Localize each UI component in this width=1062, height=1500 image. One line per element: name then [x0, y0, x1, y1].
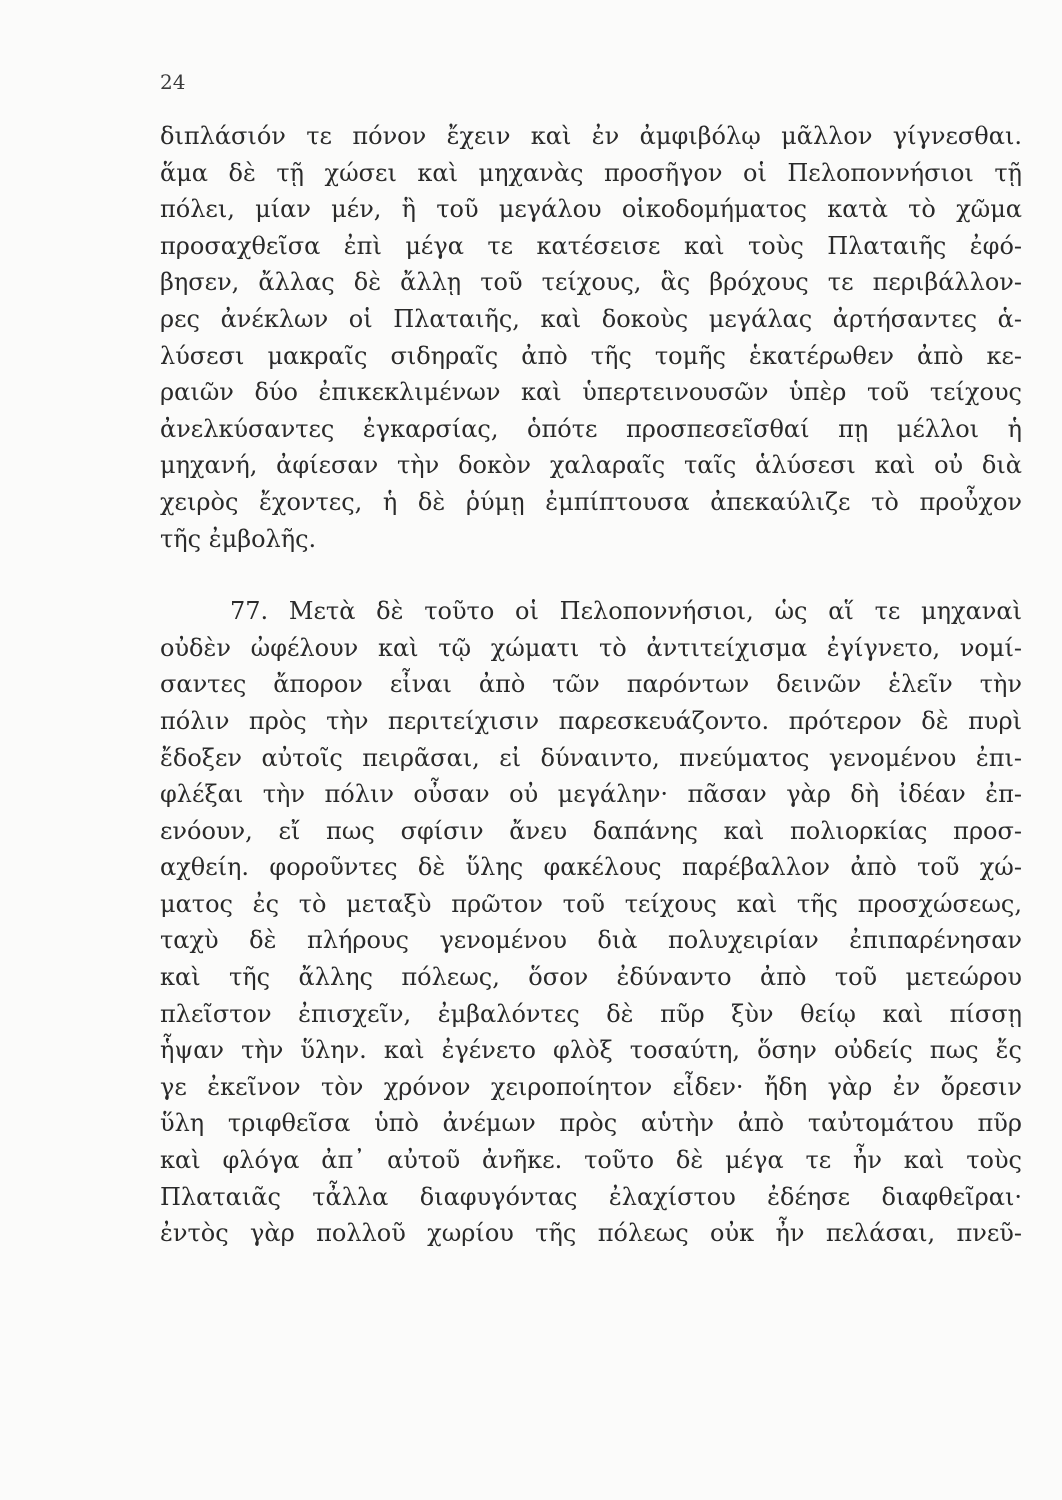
text-line: ματος ἐς τὸ μεταξὺ πρῶτον τοῦ τείχους καὶ τῆς προσχώσεως, — [160, 889, 1022, 918]
text-line: φλέξαι τὴν πόλιν οὖσαν οὐ μεγάλην· πᾶσαν γὰρ δὴ ἰδέαν ἐπ- — [160, 780, 1022, 809]
text-line: πόλιν πρὸς τὴν περιτείχισιν παρεσκευάζοντο. πρότερον δὲ πυρὶ — [160, 706, 1022, 735]
text-line: σαντες ἄπορον εἶναι ἀπὸ τῶν παρόντων δεινῶν ἑλεῖν τὴν — [160, 670, 1022, 699]
text-line: ἅμα δὲ τῇ χώσει καὶ μηχανὰς προσῆγον οἱ Πελοποννήσιοι τῇ — [160, 158, 1022, 187]
text-line: βησεν, ἄλλας δὲ ἄλλῃ τοῦ τείχους, ἃς βρόχους τε περιβάλλον- — [160, 268, 1022, 297]
body-text — [160, 118, 1022, 1252]
text-line: αχθείη. φοροῦντες δὲ ὕλης φακέλους παρέβαλλον ἀπὸ τοῦ χώ- — [160, 853, 1022, 882]
paragraph-2 — [160, 593, 1022, 1252]
text-line: γε ἐκεῖνον τὸν χρόνον χειροποίητον εἶδεν· ἤδη γὰρ ἐν ὄρεσιν — [160, 1072, 1022, 1101]
text-line: καὶ φλόγα ἀπ᾽ αὐτοῦ ἀνῆκε. τοῦτο δὲ μέγα τε ἦν καὶ τοὺς — [160, 1146, 1022, 1175]
text-line: ὕλη τριφθεῖσα ὑπὸ ἀνέμων πρὸς αὑτὴν ἀπὸ ταὐτομάτου πῦρ — [160, 1109, 1022, 1138]
text-line: ενόουν, εἴ πως σφίσιν ἄνευ δαπάνης καὶ πολιορκίας προσ- — [160, 816, 1022, 845]
text-line: οὐδὲν ὠφέλουν καὶ τῷ χώματι τὸ ἀντιτείχισμα ἐγίγνετο, νομί- — [160, 633, 1022, 662]
text-line: ἔδοξεν αὐτοῖς πειρᾶσαι, εἰ δύναιντο, πνεύματος γενομένου ἐπι- — [160, 743, 1022, 772]
text-line: ἧψαν τὴν ὕλην. καὶ ἐγένετο φλὸξ τοσαύτη, ὅσην οὐδείς πως ἔς — [160, 1036, 1022, 1065]
text-line: ταχὺ δὲ πλήρους γενομένου διὰ πολυχειρίαν ἐπιπαρένησαν — [160, 926, 1022, 955]
text-line: προσαχθεῖσα ἐπὶ μέγα τε κατέσεισε καὶ τοὺς Πλαταιῆς ἐφό- — [160, 231, 1022, 260]
section-heading-line: 77. Μετὰ δὲ τοῦτο οἱ Πελοποννήσιοι, ὡς αἵ τε μηχαναὶ — [230, 597, 1022, 626]
text-line: πόλει, μίαν μέν, ἣ τοῦ μεγάλου οἰκοδομήματος κατὰ τὸ χῶμα — [160, 195, 1022, 224]
page-number: 24 — [160, 70, 186, 94]
text-line: διπλάσιόν τε πόνον ἔχειν καὶ ἐν ἀμφιβόλῳ μᾶλλον γίγνεσθαι. — [160, 122, 1022, 150]
paragraph-gap — [160, 557, 1022, 593]
text-line: ραιῶν δύο ἐπικεκλιμένων καὶ ὑπερτεινουσῶν ὑπὲρ τοῦ τείχους — [160, 378, 1022, 407]
paragraph-1 — [160, 118, 1022, 557]
text-line: τῆς ἐμβολῆς. — [160, 524, 317, 553]
text-line: ρες ἀνέκλων οἱ Πλαταιῆς, καὶ δοκοὺς μεγάλας ἀρτήσαντες ἁ- — [160, 304, 1022, 333]
text-line: χειρὸς ἔχοντες, ἡ δὲ ῥύμῃ ἐμπίπτουσα ἀπεκαύλιζε τὸ προὖχον — [160, 487, 1022, 516]
text-line: καὶ τῆς ἄλλης πόλεως, ὅσον ἐδύναντο ἀπὸ τοῦ μετεώρου — [160, 963, 1022, 992]
text-line: Πλαταιᾶς τἆλλα διαφυγόντας ἐλαχίστου ἐδέησε διαφθεῖραι· — [160, 1182, 1022, 1211]
text-line: ἀνελκύσαντες ἐγκαρσίας, ὁπότε προσπεσεῖσθαί πῃ μέλλοι ἡ — [160, 414, 1022, 443]
text-line: λύσεσι μακραῖς σιδηραῖς ἀπὸ τῆς τομῆς ἑκατέρωθεν ἀπὸ κε- — [160, 341, 1022, 370]
text-line: ἐντὸς γὰρ πολλοῦ χωρίου τῆς πόλεως οὐκ ἦν πελάσαι, πνεῦ- — [160, 1219, 1022, 1248]
text-line: πλεῖστον ἐπισχεῖν, ἐμβαλόντες δὲ πῦρ ξὺν θείῳ καὶ πίσσῃ — [160, 999, 1022, 1028]
text-line: μηχανή, ἀφίεσαν τὴν δοκὸν χαλαραῖς ταῖς ἁλύσεσι καὶ οὐ διὰ — [160, 451, 1022, 480]
